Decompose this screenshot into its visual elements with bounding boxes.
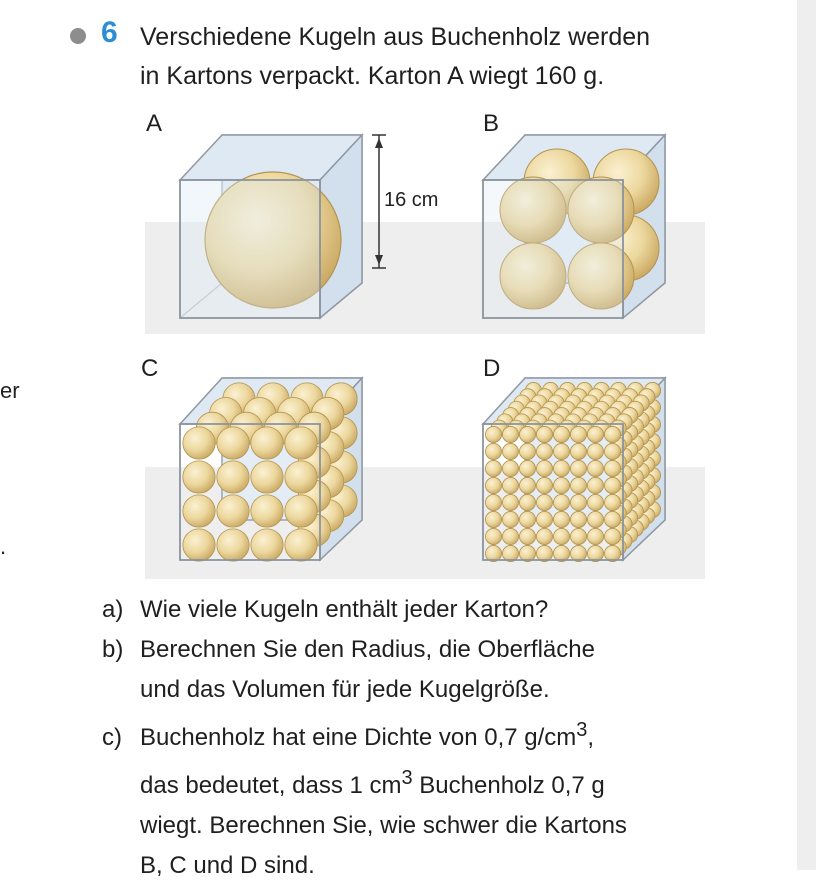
sphere: [587, 443, 603, 459]
sphere: [217, 427, 249, 459]
right-scroll-gutter: [797, 0, 816, 870]
sphere: [570, 528, 586, 544]
sphere: [570, 477, 586, 493]
sphere: [536, 477, 552, 493]
intro-line-2: in Kartons verpackt. Karton A wiegt 160 g.: [140, 62, 605, 90]
box-label-c: C: [141, 355, 159, 382]
sphere: [553, 460, 569, 476]
sphere: [604, 426, 620, 442]
question-b-line-2: und das Volumen für jede Kugelgröße.: [140, 676, 550, 703]
sphere: [502, 460, 518, 476]
sphere: [536, 511, 552, 527]
superscript-3: 3: [576, 719, 588, 741]
sphere: [285, 427, 317, 459]
sphere: [183, 461, 215, 493]
sphere: [570, 494, 586, 510]
sphere: [251, 495, 283, 527]
question-c-line-1-text: Buchenholz hat eine Dichte von 0,7 g/cm: [140, 724, 577, 751]
superscript-3: 3: [401, 767, 413, 789]
question-b-line-1: Berechnen Sie den Radius, die Oberfläche: [140, 636, 595, 663]
question-b-label: b): [102, 636, 124, 663]
sphere: [553, 426, 569, 442]
question-b: [102, 630, 595, 710]
sphere: [519, 511, 535, 527]
question-c-line-1-comma: ,: [587, 724, 595, 751]
question-c: [102, 710, 627, 886]
sphere: [587, 460, 603, 476]
sphere: [536, 426, 552, 442]
sphere: [485, 426, 501, 442]
question-c-label: c): [102, 724, 122, 751]
sphere: [604, 443, 620, 459]
question-c-line-2-text: das bedeutet, dass 1 cm: [140, 772, 402, 799]
sphere: [519, 494, 535, 510]
sphere: [217, 495, 249, 527]
dimension-label: 16 cm: [384, 189, 439, 211]
question-c-line-4: B, C und D sind.: [140, 852, 315, 879]
box-b: [483, 135, 665, 318]
sphere: [587, 477, 603, 493]
sphere: [519, 528, 535, 544]
sphere: [183, 495, 215, 527]
box-d: [483, 378, 665, 562]
sphere: [536, 460, 552, 476]
intro-line-1: Verschiedene Kugeln aus Buchenholz werden: [140, 23, 651, 51]
box-label-b: B: [483, 110, 500, 137]
question-c-line-1: [140, 719, 595, 751]
question-a-text: Wie viele Kugeln enthält jeder Karton?: [140, 596, 549, 623]
sphere: [604, 511, 620, 527]
sphere: [519, 443, 535, 459]
sphere: [502, 426, 518, 442]
sphere: [587, 528, 603, 544]
sphere: [502, 511, 518, 527]
sphere: [536, 494, 552, 510]
sphere: [485, 477, 501, 493]
sphere: [183, 427, 215, 459]
sphere: [251, 427, 283, 459]
sphere: [587, 426, 603, 442]
sphere: [519, 477, 535, 493]
sphere: [553, 477, 569, 493]
sphere: [285, 529, 317, 561]
sphere: [519, 426, 535, 442]
task-number: 6: [101, 16, 118, 49]
sphere: [587, 494, 603, 510]
question-c-line-2-end: Buchenholz 0,7 g: [412, 772, 605, 799]
sphere: [285, 461, 317, 493]
sphere: [570, 443, 586, 459]
sphere: [485, 443, 501, 459]
sphere: [485, 511, 501, 527]
sphere: [485, 494, 501, 510]
question-a-label: a): [102, 596, 124, 623]
sphere: [502, 528, 518, 544]
question-c-line-3: wiegt. Berechnen Sie, wie schwer die Kartons: [140, 812, 627, 839]
sphere: [217, 461, 249, 493]
sphere: [285, 495, 317, 527]
sphere: [553, 443, 569, 459]
sphere: [519, 460, 535, 476]
sphere: [251, 461, 283, 493]
sphere: [502, 494, 518, 510]
sphere: [570, 511, 586, 527]
sphere: [570, 426, 586, 442]
margin-text-fragment: er: [0, 378, 20, 403]
sphere: [536, 528, 552, 544]
sphere: [604, 460, 620, 476]
sphere: [485, 528, 501, 544]
sphere: [251, 529, 283, 561]
sphere: [502, 443, 518, 459]
sphere: [183, 529, 215, 561]
box-label-a: A: [146, 110, 163, 137]
sphere: [553, 511, 569, 527]
sphere: [604, 477, 620, 493]
box-label-d: D: [483, 355, 501, 382]
sphere: [536, 443, 552, 459]
sphere: [553, 494, 569, 510]
sphere: [502, 477, 518, 493]
sphere: [553, 528, 569, 544]
question-a: [102, 590, 548, 630]
question-c-line-2: [102, 758, 627, 806]
sphere: [604, 528, 620, 544]
box-c: [180, 378, 362, 561]
margin-text-fragment-dot: .: [0, 534, 7, 559]
sphere: [217, 529, 249, 561]
sphere: [587, 511, 603, 527]
sphere: [604, 494, 620, 510]
sphere: [570, 460, 586, 476]
sphere: [485, 460, 501, 476]
